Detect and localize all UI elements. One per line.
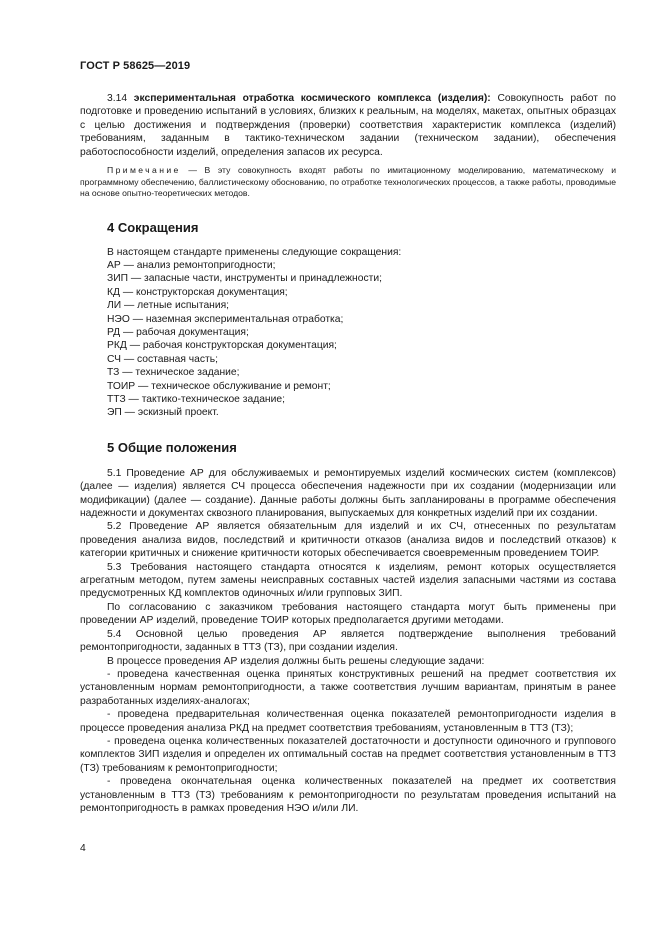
clause-5-3: 5.3 Требования настоящего стандарта относятся к изделиям, ремонт которых осуществляется агрегатным методом, путем замены неисправных составных частей изделия запасными частями из состава предусмотренных КД комплектов одиночных и/или групповых ЗИП. [80, 561, 616, 600]
note-label: Примечание [107, 165, 181, 176]
clause-5-2: 5.2 Проведение АР является обязательным для изделий и их СЧ, отнесенных по результатам проведения анализа видов, последствий и критичности отказов (анализа видов и последствий отказов) к категории критичных и снижение критичности которых обеспечивается своевременным проведением ТОИР. [80, 521, 616, 560]
task-item: - проведена предварительная количественная оценка показателей ремонтопригодности изделия в процессе проведения анализа РКД на предмет соответствия требованиям, установленным в ТТЗ (ТЗ); [80, 709, 616, 734]
abbreviation-item: СЧ — составная часть; [107, 353, 218, 365]
clause-5-4-tasks-intro: В процессе проведения АР изделия должны быть решены следующие задачи: [107, 655, 485, 667]
abbreviation-item: ТТЗ — тактико-техническое задание; [107, 394, 285, 405]
page-body [80, 92, 616, 815]
abbreviation-item: ЗИП — запасные части, инструменты и принадлежности; [107, 273, 382, 285]
abbreviation-item: КД — конструкторская документация; [107, 286, 288, 298]
clause-5-1: 5.1 Проведение АР для обслуживаемых и ремонтируемых изделий космических систем (комплексов) (далее — изделия) является СЧ процесса обеспечения надежности при их создании (модернизации или модификации) (далее — создание). Данные работы должны быть запланированы в программе обеспечения надежности и документах сквозного планирования, выпускаемых для конкретных изделий при их создании. [80, 467, 616, 520]
task-item: - проведена качественная оценка принятых конструктивных решений на предмет соответствия их установленным нормам ремонтопригодности, а также соответствия лучшим вариантам, принятым в ранее разработанных изделиях-аналогах; [80, 668, 616, 707]
abbreviation-item: РД — рабочая документация; [107, 326, 249, 338]
abbreviations-intro: В настоящем стандарте применены следующие сокращения: [107, 246, 402, 258]
clause-5-3-continued: По согласованию с заказчиком требования настоящего стандарта могут быть применены при проведении АР изделий, проведение ТОИР которых предполагается другими методами. [80, 601, 616, 627]
term-3-14 [80, 92, 616, 159]
abbreviation-item: АР — анализ ремонтопригодности; [107, 259, 276, 271]
clause-5-4: 5.4 Основной целью проведения АР является подтверждение выполнения требований ремонтопригодности, заданных в ТТЗ (ТЗ), при создании изделия. [80, 628, 616, 654]
task-item: - проведена оценка количественных показателей достаточности и доступности одиночного и группового комплектов ЗИП изделия и определен их оптимальный состав на предмет соответствия установленным в ТТЗ (ТЗ) требованиям к ремонтопригодности; [80, 735, 616, 774]
section-5-title: 5 Общие положения [107, 439, 237, 455]
section-4-title: 4 Сокращения [107, 219, 199, 235]
task-item: - проведена окончательная оценка количественных показателей на предмет их соответствия установленным в ТТЗ (ТЗ) требованиям к ремонтопригодности по результатам проведения испытаний на ремонтопригодность в рамках проведения НЭО и/или ЛИ. [80, 776, 616, 814]
term-number: 3.14 [107, 93, 128, 104]
term-definition: Совокупность работ по подготовке и проведению испытаний в условиях, близких к реальным, на моделях, макетах, опытных образцах с целью достижения и подтверждения (проверки) соответствия характеристик комплекса (изделий) требованиям, заданным в тактико-техническом задании (техническом задании), обеспечения работоспособности изделий, определения запасов их ресурса. [80, 93, 616, 158]
abbreviation-item: НЭО — наземная экспериментальная отработка; [107, 313, 344, 325]
abbreviation-item: ЛИ — летные испытания; [107, 300, 230, 312]
abbreviation-item: ТЗ — техническое задание; [107, 367, 240, 379]
page-number: 4 [80, 843, 86, 854]
note-text: — В эту совокупность входят работы по имитационному моделированию, математическому и программному обеспечению, баллистическому обоснованию, по отработке технологических процессов, а также работы, проводимые на основе опытно-теоретических методов. [80, 165, 616, 199]
abbreviation-item: РКД — рабочая конструкторская документация; [107, 340, 337, 352]
term-title: экспериментальная отработка космического комплекса (изделия): [133, 93, 491, 104]
note [80, 165, 616, 200]
abbreviation-item: ТОИР — техническое обслуживание и ремонт; [107, 380, 331, 392]
abbreviation-item: ЭП — эскизный проект. [107, 407, 219, 419]
document-header: ГОСТ Р 58625—2019 [80, 60, 191, 72]
